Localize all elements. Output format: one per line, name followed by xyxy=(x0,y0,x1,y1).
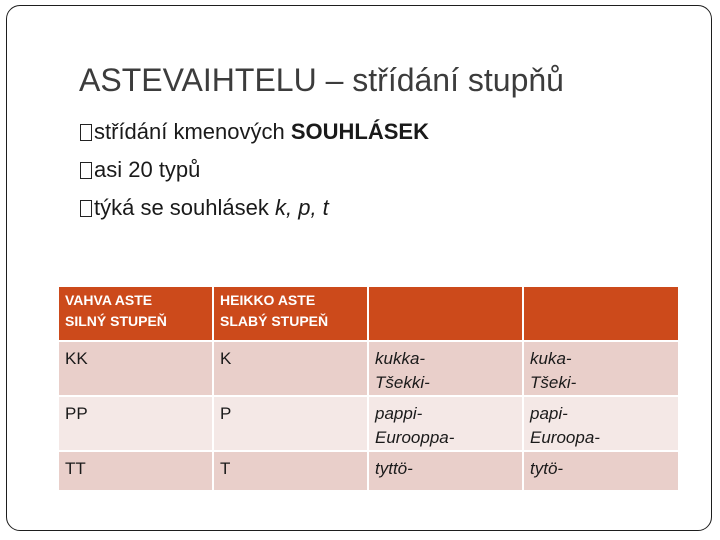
example-line: papi- xyxy=(530,404,568,423)
bullet-item xyxy=(80,119,429,157)
bullet-box-icon xyxy=(80,124,92,141)
example-line: pappi- xyxy=(375,404,423,423)
bullet-item xyxy=(80,157,429,195)
table-cell-example-strong xyxy=(369,397,522,450)
example-line: Euroopa- xyxy=(530,428,600,447)
example-line: tyttö- xyxy=(375,459,413,478)
gradation-table xyxy=(59,287,678,490)
bullet-text-italic: k, p, t xyxy=(274,195,329,220)
table-cell-strong: KK xyxy=(59,342,212,395)
slide-title: ASTEVAIHTELU – střídání stupňů xyxy=(79,62,564,98)
header-weak-line2: SLABÝ STUPEŇ xyxy=(220,313,329,329)
header-cell-empty xyxy=(369,287,522,340)
table-cell-example-weak xyxy=(524,452,678,490)
bullet-box-icon xyxy=(80,162,92,179)
bullet-box-icon xyxy=(80,200,92,217)
header-strong-line2: SILNÝ STUPEŇ xyxy=(65,313,167,329)
bullet-text: asi 20 typů xyxy=(94,157,201,182)
example-line: kuka- xyxy=(530,349,572,368)
example-line: Tšeki- xyxy=(530,373,577,392)
header-strong-line1: VAHVA ASTE xyxy=(65,292,153,308)
table-cell-example-weak xyxy=(524,397,678,450)
example-line: kukka- xyxy=(375,349,426,368)
example-line: Tšekki- xyxy=(375,373,430,392)
table-cell-strong: TT xyxy=(59,452,212,490)
header-weak-line1: HEIKKO ASTE xyxy=(220,292,316,308)
table-cell-example-strong xyxy=(369,342,522,395)
bullet-text-bold: SOUHLÁSEK xyxy=(290,119,429,144)
table-cell-weak: T xyxy=(214,452,367,490)
table-cell-example-weak xyxy=(524,342,678,395)
bullet-text: týká se souhlásek xyxy=(94,195,275,220)
table-cell-weak: K xyxy=(214,342,367,395)
table-cell-weak: P xyxy=(214,397,367,450)
bullet-list xyxy=(80,119,429,233)
header-cell-empty xyxy=(524,287,678,340)
bullet-text: střídání kmenových xyxy=(94,119,291,144)
bullet-item xyxy=(80,195,429,233)
header-cell-strong xyxy=(59,287,212,340)
example-line: Eurooppa- xyxy=(375,428,455,447)
table-cell-example-strong xyxy=(369,452,522,490)
header-cell-weak xyxy=(214,287,367,340)
table-cell-strong: PP xyxy=(59,397,212,450)
example-line: tytö- xyxy=(530,459,564,478)
